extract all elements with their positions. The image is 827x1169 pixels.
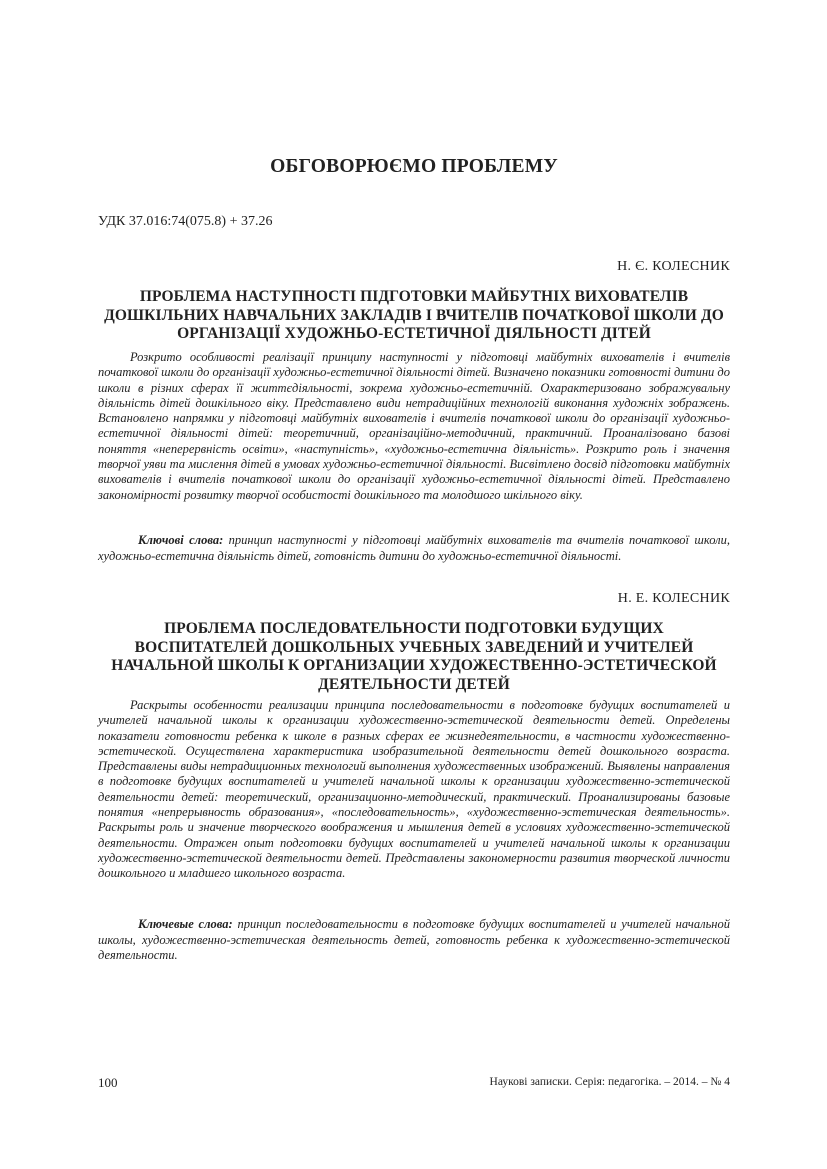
abstract-ukrainian: Розкрито особливості реалізації принципу наступності у підготовці майбутніх вихователів і вчителів початкової школи до організації художньо-естетичної діяльності дітей. Визначено показники готовності дитини до школи в різних сферах її життєдіяльності, зокрема художньо-естетичній. Охарактеризовано зображувальну діяльність дітей дошкільного віку. Представлено види нетрадиційних технологій виконання художніх зображень. Встановлено напрямки у підготовці майбутніх вихователів і вчителів початкової школи до організації художньо-естетичної діяльності дітей: теоретичний, організаційно-методичний, практичний. Проаналізовано базові поняття «неперервність освіти», «наступність», «художньо-естетична діяльність». Розкрито роль і значення творчої уяви та мислення дітей в умовах художньо-естетичної діяльності. Висвітлено досвід підготовки майбутніх вихователів і вчителів початкової школи до організації художньо-естетичної діяльності дітей. Представлено закономірності розвитку творчої особистості дошкільного та молодшого шкільного віку. [98,350,730,502]
author-ukrainian: Н. Є. КОЛЕСНИК [617,259,730,274]
udk-code: УДК 37.016:74(075.8) + 37.26 [98,214,273,229]
keywords-label-ukrainian: Ключові слова: [138,533,224,547]
keywords-text-russian: принцип последовательности в подготовке будущих воспитателей и учителей начальной школы, художественно-эстетическая деятельность детей, готовность ребенка к художественно-эстетической деятельности. [98,917,730,962]
section-heading: ОБГОВОРЮЄМО ПРОБЛЕМУ [270,156,558,177]
page-number: 100 [98,1075,118,1090]
keywords-russian [98,917,730,964]
document-page [98,0,730,1169]
article-title-ukrainian: ПРОБЛЕМА НАСТУПНОСТІ ПІДГОТОВКИ МАЙБУТНІХ ВИХОВАТЕЛІВ ДОШКІЛЬНИХ НАВЧАЛЬНИХ ЗАКЛАДІВ І ВЧИТЕЛІВ ПОЧАТКОВОЇ ШКОЛИ ДО ОРГАНІЗАЦІЇ ХУДОЖНЬО-ЕСТЕТИЧНОЇ ДІЯЛЬНОСТІ ДІТЕЙ [104,288,724,342]
keywords-label-russian: Ключевые слова: [138,917,233,931]
abstract-russian: Раскрыты особенности реализации принципа последовательности в подготовке будущих воспитателей и учителей начальной школы к организации художественно-эстетической деятельности детей. Определены показатели готовности ребенка к школе в разных сферах ее жизнедеятельности, в частности художественно-эстетической. Осуществлена характеристика изобразительной деятельности детей дошкольного возраста. Представлены виды нетрадиционных технологий выполнения художественных изображений. Выявлены направления в подготовке будущих воспитателей и учителей начальной школы к организации художественно-эстетической деятельности детей: теоретический, организационно-методический, практический. Проанализированы базовые понятия «непрерывность образования», «последовательность», «художественно-эстетическая деятельность». Раскрыты роль и значение творческого воображения и мышления детей в условиях художественно-эстетической деятельности. Отражен опыт подготовки будущих воспитателей и учителей начальной школы к организации художественно-эстетической деятельности детей. Представлены закономерности развития творческой личности дошкольного и младшего школьного возраста. [98,698,730,881]
journal-footer: Наукові записки. Серія: педагогіка. – 2014. – № 4 [489,1076,730,1088]
keywords-text-ukrainian: принцип наступності у підготовці майбутніх вихователів та вчителів початкової школи, художньо-естетична діяльність дітей, готовність дитини до художньо-естетичної діяльності. [98,533,730,563]
article-title-russian: ПРОБЛЕМА ПОСЛЕДОВАТЕЛЬНОСТИ ПОДГОТОВКИ БУДУЩИХ ВОСПИТАТЕЛЕЙ ДОШКОЛЬНЫХ УЧЕБНЫХ ЗАВЕДЕНИЙ И УЧИТЕЛЕЙ НАЧАЛЬНОЙ ШКОЛЫ К ОРГАНИЗАЦИИ ХУДОЖЕСТВЕННО-ЭСТЕТИЧЕСКОЙ ДЕЯТЕЛЬНОСТИ ДЕТЕЙ [111,620,717,693]
keywords-ukrainian [98,533,730,564]
author-russian: Н. Е. КОЛЕСНИК [617,591,730,606]
